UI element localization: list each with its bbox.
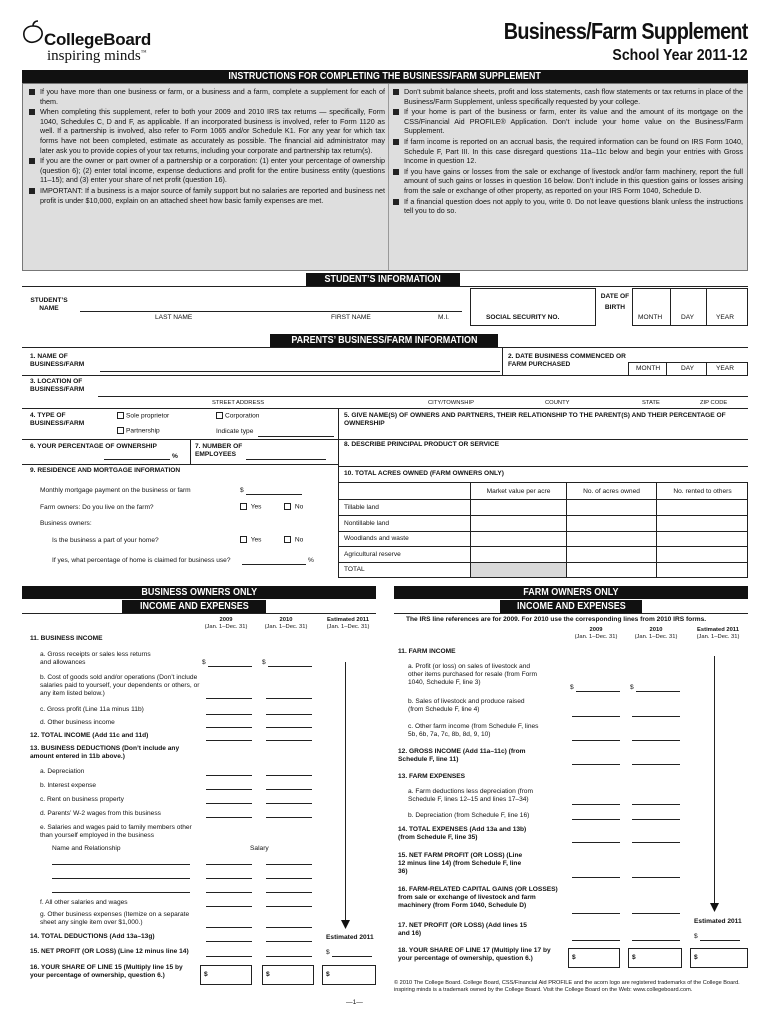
biz-range-2010: (Jan. 1–Dec. 31) (264, 624, 308, 630)
instruction-item: When completing this supplement, refer to both your 2009 and 2010 IRS tax returns — specifically, Form 1040, Schedules C, D and F, as applicable. If an incorporated business is involved, refer to Form 1120 as well. If a partnership is involved, also refer to Form 1065 and/or Schedule K1. For any year for which tax forms have not been completed, estimate as accurately as possible. The financial aid administrator may later ask you to provide copies of your tax returns, including your corporate and partnership tax return(s). (27, 107, 385, 155)
acres-col-rented: No. rented to others (673, 488, 732, 495)
biz-q11: 11. BUSINESS INCOME (30, 635, 103, 642)
biz-q11d: d. Other business income (40, 719, 115, 726)
biz-dollar: $ (266, 971, 270, 978)
farm-q13a: a. Farm deductions less depreciation (from Schedule F, lines 12–15 and lines 17–34) (408, 788, 533, 803)
street-label: STREET ADDRESS (212, 400, 265, 406)
logo-tagline (47, 48, 147, 65)
acres-col-owned: No. of acres owned (583, 488, 640, 495)
acres-row-label: Agricultural reserve (344, 551, 401, 558)
ownership-pct-field[interactable] (104, 459, 170, 460)
farm-q18: 18. YOUR SHARE OF LINE 17 (Multiply line 17 by your percentage of ownership, question 6.) (398, 947, 551, 962)
farm-dollar: $ (694, 954, 698, 961)
farm-year-2009: 2009 (589, 627, 603, 633)
partnership-option[interactable] (117, 427, 160, 435)
sole-option[interactable] (117, 412, 169, 420)
commenced-year-label: YEAR (716, 365, 734, 372)
mi-label: M.I. (438, 314, 449, 321)
business-name-field[interactable] (100, 371, 500, 372)
q7-label: 7. NUMBER OF EMPLOYEES (195, 443, 243, 458)
q5-label: 5. GIVE NAME(S) OF OWNERS AND PARTNERS, THEIR RELATIONSHIP TO THE PARENT(S) AND THEIR PERCENTAGE OF OWNERSHIP (344, 412, 726, 427)
farm-subheading (500, 600, 642, 613)
instruction-item: If your home is part of the business or farm, enter its value and the amount of its mortgage on the CSS/Financial Aid PROFILE® Application. Don’t include your home value on the Business/Farm Supplement. (391, 107, 743, 136)
farm-arrow-line (714, 656, 715, 906)
logo-tagline-text: inspiring minds (47, 48, 141, 64)
biz-share-2011-field[interactable] (322, 965, 376, 985)
indicate-type-field[interactable] (258, 436, 334, 437)
biz-q13b: b. Interest expense (40, 782, 97, 789)
page-title: Business/Farm Supplement (504, 18, 748, 44)
biz-q13e: e. Salaries and wages paid to family members other than yourself employed in the business (40, 824, 192, 839)
instructions-box (22, 83, 748, 271)
farm-live-no[interactable] (284, 503, 303, 511)
farm-heading-text: FARM OWNERS ONLY (523, 587, 619, 598)
acres-row-label: Tillable land (344, 504, 379, 511)
biz-home-no[interactable] (284, 536, 303, 544)
page-subtitle: School Year 2011-12 (612, 47, 748, 64)
biz-range-2011: (Jan. 1–Dec. 31) (326, 624, 370, 630)
biz-home-yes-label: Yes (250, 536, 262, 544)
commenced-day-label: DAY (681, 365, 695, 372)
q8-label: 8. DESCRIBE PRINCIPAL PRODUCT OR SERVICE (344, 441, 499, 448)
farm-range-2010: (Jan. 1–Dec. 31) (634, 634, 678, 640)
indicate-type-label: Indicate type (216, 428, 254, 435)
state-label: STATE (642, 400, 660, 406)
farm-est-2011: Estimated 2011 (694, 918, 742, 925)
acres-row-label: Woodlands and waste (344, 535, 409, 542)
farm-range-2011: (Jan. 1–Dec. 31) (696, 634, 740, 640)
farm-year-2010: 2010 (649, 627, 663, 633)
corporation-checkbox[interactable] (216, 412, 223, 419)
biz-q12: 12. TOTAL INCOME (Add 11c and 11d) (30, 732, 149, 739)
q6-label (30, 443, 190, 451)
logo-name: CollegeBoard (44, 30, 151, 49)
commenced-month-label: MONTH (636, 365, 661, 372)
student-heading (306, 273, 460, 286)
ownership-pct-sign: % (172, 453, 178, 460)
biz-dollar: $ (202, 659, 206, 666)
mortgage-label: Monthly mortgage payment on the business or farm (40, 487, 191, 494)
farm-dollar: $ (572, 954, 576, 961)
logo (22, 16, 172, 64)
farm-q16: 16. FARM-RELATED CAPITAL GAINS (OR LOSSES) from sale or exchange of livestock and farm machinery (from Form 1040, Schedule D) (398, 886, 558, 909)
farm-live-label: Farm owners: Do you live on the farm? (40, 504, 154, 511)
city-label: CITY/TOWNSHIP (428, 400, 474, 406)
biz-home-yes[interactable] (240, 536, 261, 544)
pct-home-label: If yes, what percentage of home is claimed for business use? (52, 557, 231, 564)
farm-share-2011-field[interactable] (690, 948, 748, 968)
first-name-label: FIRST NAME (331, 314, 371, 321)
farm-dollar: $ (694, 933, 698, 940)
farm-q11: 11. FARM INCOME (398, 648, 456, 655)
instructions-heading-text: INSTRUCTIONS FOR COMPLETING THE BUSINESS/FARM SUPPLEMENT (228, 71, 542, 82)
farm-share-2010-field[interactable] (628, 948, 682, 968)
instructions-left (27, 87, 385, 206)
acres-row-label: TOTAL (344, 566, 365, 573)
biz-q13f: f. All other salaries and wages (40, 899, 128, 906)
mortgage-dollar: $ (240, 487, 244, 494)
q6-text: 6. YOUR PERCENTAGE OF OWNERSHIP (30, 443, 157, 450)
farm-q15: 15. NET FARM PROFIT (OR LOSS) (Line 12 minus line 14) (from Schedule F, line 36) (398, 852, 523, 875)
county-label: COUNTY (545, 400, 570, 406)
farm-range-2009: (Jan. 1–Dec. 31) (574, 634, 618, 640)
acres-row-label: Nontillable land (344, 520, 390, 527)
sole-checkbox[interactable] (117, 412, 124, 419)
q10-label: 10. TOTAL ACRES OWNED (FARM OWNERS ONLY) (344, 470, 504, 477)
biz-salary: Salary (250, 845, 269, 852)
last-name-label: LAST NAME (155, 314, 193, 321)
biz-year-2009: 2009 (219, 617, 233, 623)
biz-q13: 13. BUSINESS DEDUCTIONS (Don’t include any amount entered in 11b above.) (30, 745, 180, 760)
business-heading (22, 586, 376, 599)
farm-q14: 14. TOTAL EXPENSES (Add 13a and 13b) (from Schedule F, line 35) (398, 826, 527, 841)
biz-q11b: b. Cost of goods sold and/or operations (Don’t include salaries paid to yourself, your dependents or others, or any item listed below.) (40, 674, 200, 697)
biz-arrow-line (345, 662, 346, 924)
farm-live-yes-checkbox[interactable] (240, 503, 247, 510)
farm-q11c: c. Other farm income (from Schedule F, lines 5b, 6b, 7a, 7c, 8b, 8d, 9, 10) (408, 723, 539, 738)
biz-dollar: $ (326, 949, 330, 956)
farm-live-no-label: No (294, 503, 304, 511)
dob-year-label: YEAR (716, 314, 734, 321)
biz-dollar: $ (262, 659, 266, 666)
arrow-down-icon (710, 903, 719, 912)
corporation-label: Corporation (225, 412, 260, 420)
farm-dollar: $ (630, 684, 634, 691)
instruction-item: IMPORTANT: If a business is a major source of family support but no salaries are reported and business net profit is under $10,000, explain on an attached sheet how basic family expenses are met. (27, 186, 385, 205)
instruction-item: If you have more than one business or farm, or a business and a farm, complete a supplement for each of them. (27, 87, 385, 106)
partnership-label: Partnership (126, 427, 160, 435)
farm-q17: 17. NET PROFIT (OR LOSS) (Add lines 15 and 16) (398, 922, 527, 937)
pct-home-sign: % (308, 557, 314, 564)
biz-home-no-label: No (294, 536, 304, 544)
dob-label: DATE OF BIRTH (600, 293, 630, 311)
parents-heading (270, 334, 498, 347)
biz-year-2011: Estimated 2011 (327, 617, 369, 623)
student-name-label: STUDENT’S NAME (30, 297, 68, 312)
farm-q12: 12. GROSS INCOME (Add 11a–11c) (from Schedule F, line 11) (398, 748, 526, 763)
arrow-down-icon (341, 920, 350, 929)
biz-est-2011: Estimated 2011 (326, 934, 374, 941)
mortgage-field[interactable] (246, 494, 302, 495)
parents-heading-text: PARENTS’ BUSINESS/FARM INFORMATION (290, 335, 478, 346)
farm-q13: 13. FARM EXPENSES (398, 773, 466, 780)
student-heading-text: STUDENT’S INFORMATION (324, 274, 442, 285)
pct-home-field[interactable] (242, 564, 306, 565)
biz-home-yes-checkbox[interactable] (240, 536, 247, 543)
q1-label: 1. NAME OF BUSINESS/FARM (30, 353, 85, 368)
q3-label: 3. LOCATION OF BUSINESS/FARM (30, 378, 85, 393)
q4-label: 4. TYPE OF BUSINESS/FARM (30, 412, 85, 427)
biz-year-2010: 2010 (279, 617, 293, 623)
biz-q13a: a. Depreciation (40, 768, 85, 775)
page-number: —1— (346, 999, 363, 1006)
biz-q14: 14. TOTAL DEDUCTIONS (Add 13a–13g) (30, 933, 155, 940)
biz-q13c: c. Rent on business property (40, 796, 124, 803)
farm-year-2011: Estimated 2011 (697, 627, 739, 633)
biz-home-label: Is the business a part of your home? (52, 537, 159, 544)
biz-owners-label: Business owners: (40, 520, 92, 527)
biz-q16: 16. YOUR SHARE OF LINE 15 (Multiply line 15 by your percentage of ownership, question 6.) (30, 964, 183, 979)
farm-q11b: b. Sales of livestock and produce raised (from Schedule F, line 4) (408, 698, 525, 713)
logo-tm: ™ (140, 50, 147, 56)
farm-q13b: b. Depreciation (from Schedule F, line 16) (408, 812, 530, 819)
dob-day-label: DAY (681, 314, 695, 321)
acres-col-value: Market value per acre (486, 488, 551, 495)
partnership-checkbox[interactable] (117, 427, 124, 434)
business-subheading (122, 600, 266, 613)
sole-label: Sole proprietor (126, 412, 170, 420)
instruction-item: If a financial question does not apply to you, write 0. Do not leave questions blank unless the instructions tell you to do so. (391, 197, 743, 216)
biz-range-2009: (Jan. 1–Dec. 31) (204, 624, 248, 630)
biz-home-no-checkbox[interactable] (284, 536, 291, 543)
employees-field[interactable] (246, 459, 326, 460)
dob-month-label: MONTH (638, 314, 663, 321)
biz-q11c: c. Gross profit (Line 11a minus 11b) (40, 706, 144, 713)
farm-live-no-checkbox[interactable] (284, 503, 291, 510)
instruction-item: If you have gains or losses from the sale or exchange of livestock and/or farm machinery, report the full amount of such gains or losses in question 16 below. Don’t include in this question gains or losses arising from the sale or exchange of other property, as reported on your IRS Form 1040, Schedule D. (391, 167, 743, 196)
biz-q11a: a. Gross receipts or sales less returns and allowances (40, 651, 151, 666)
farm-q11a: a. Profit (or loss) on sales of livestock and other items purchased for resale (from Form 1040, Schedule F, line 3) (408, 663, 537, 686)
business-subheading-text: INCOME AND EXPENSES (139, 601, 249, 612)
business-heading-text: BUSINESS OWNERS ONLY (141, 587, 257, 598)
farm-live-yes[interactable] (240, 503, 261, 511)
farm-subheading-text: INCOME AND EXPENSES (516, 601, 626, 612)
instructions-heading (22, 70, 748, 83)
location-field[interactable] (98, 396, 748, 397)
acres-total-shade (471, 563, 566, 577)
instruction-item: Don’t submit balance sheets, profit and loss statements, cash flow statements or tax returns in place of the Business/Farm Supplement, unless specifically requested by your college. (391, 87, 743, 106)
farm-irs-note: The IRS line references are for 2009. For 2010 use the corresponding lines from 2010 IRS forms. (406, 616, 707, 623)
biz-name-rel: Name and Relationship (52, 845, 121, 852)
instructions-right (391, 87, 743, 217)
biz-dollar: $ (204, 971, 208, 978)
biz-q13d: d. Parents’ W-2 wages from this business (40, 810, 161, 817)
acorn-icon (22, 20, 44, 44)
ssn-label: SOCIAL SECURITY NO. (486, 314, 560, 321)
zip-label: ZIP CODE (700, 400, 728, 406)
q9-label: 9. RESIDENCE AND MORTGAGE INFORMATION (30, 467, 181, 474)
biz-q15: 15. NET PROFIT (OR LOSS) (Line 12 minus line 14) (30, 948, 189, 955)
farm-dollar: $ (570, 684, 574, 691)
q2-label: 2. DATE BUSINESS COMMENCED OR FARM PURCHASED (508, 353, 626, 368)
footer-copyright: © 2010 The College Board. College Board, CSS/Financial Aid PROFILE and the acorn logo are registered trademarks of the College Board. inspiring minds is a trademark owned by the College Board. Visit the College Board on the Web: www.collegeboard.com. (394, 980, 740, 993)
farm-live-yes-label: Yes (250, 503, 262, 511)
biz-q13g: g. Other business expenses (Itemize on a separate sheet any single item over $1,000.) (40, 911, 190, 926)
instruction-item: If you are the owner or part owner of a partnership or a corporation: (1) enter your percentage of ownership (question 6); (2) enter total income, expense deductions and profit for the entire business entity (questions 11–15); and (3) enter your share of net profit (question 16). (27, 156, 385, 185)
farm-dollar: $ (632, 954, 636, 961)
farm-heading (394, 586, 748, 599)
biz-dollar: $ (326, 971, 330, 978)
instructions-divider (388, 84, 389, 270)
instruction-item: If farm income is reported on an accrual basis, the required information can be found on IRS Form 1040, Schedule F, Part III. In this case disregard questions 11a–11c below and begin your entries with Gross Income in question 12. (391, 137, 743, 166)
corporation-option[interactable] (216, 412, 259, 420)
